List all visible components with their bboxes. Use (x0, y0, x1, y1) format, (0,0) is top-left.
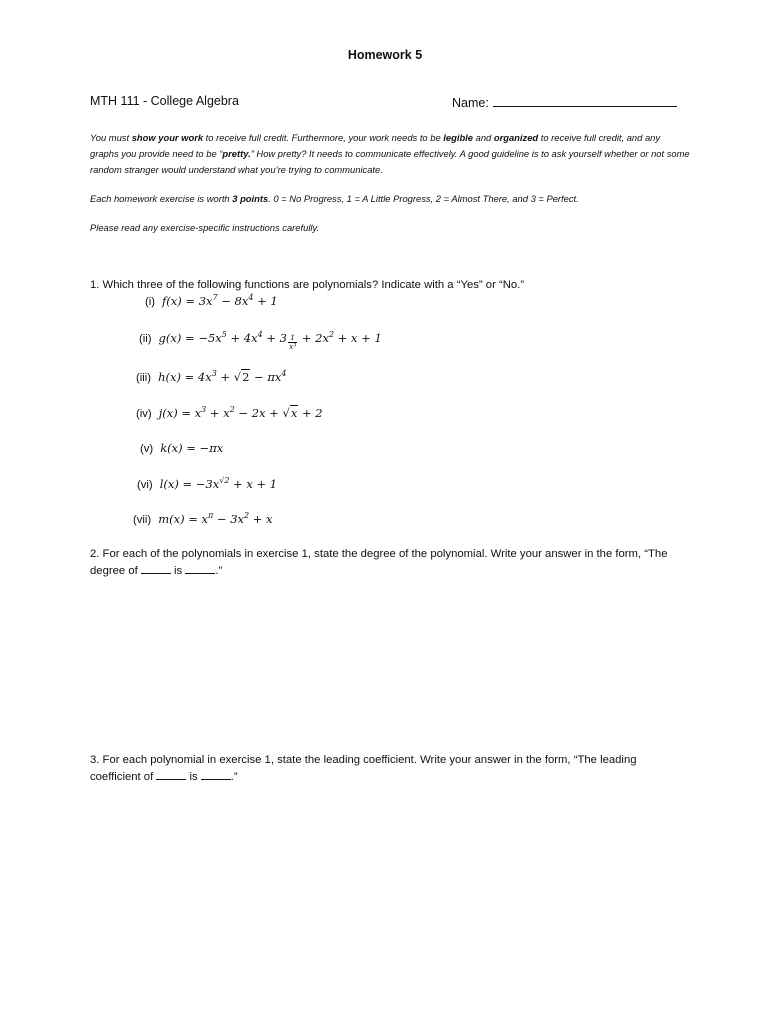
emphasis-3-points: 3 points (232, 193, 269, 204)
exercise-1-item-iv: (iv) $j(x) = x^3 + x^2 - 2x + √x + 2$ (136, 405, 323, 420)
answer-blank (185, 562, 215, 574)
emphasis-legible: legible (443, 132, 473, 143)
function-j: $j(x) = x^3 + x^2 - 2x + √x + 2$ (158, 405, 323, 420)
emphasis-organized: organized (493, 132, 539, 143)
exercise-1-item-vi: (vi) $l(x) = -3x^{√2} + x + 1$ (137, 476, 278, 491)
exercise-3-prompt: 3. For each polynomial in exercise 1, state the leading coefficient. Write your answer in the form, “The leading coefficient of is .” (90, 754, 637, 783)
answer-blank (141, 562, 171, 574)
name-field (452, 94, 677, 110)
exercise-1-item-v: (v) k(x) = −πx (140, 441, 224, 455)
exercise-1-item-ii: (ii) $g(x) = -5x^5 + 4x^4 + 3$ $\frac{1}{\text{x³}}$ + $2x^2 + x + 1$ (139, 330, 382, 351)
name-label: Name: (452, 96, 489, 110)
function-m: $m(x) = x^\pi - 3x^2 + x$ (158, 511, 273, 526)
function-k: k(x) = −πx (160, 441, 224, 455)
answer-blank (156, 768, 186, 780)
function-l: $l(x) = -3x^{√2} + x + 1$ (159, 476, 278, 491)
exercise-1-item-i: (i) $f(x) = 3x^7 - 8x^4 + 1$ (145, 293, 278, 308)
name-blank-line (493, 94, 677, 107)
emphasis-show-your-work: show your work (131, 132, 204, 143)
exercise-1-prompt: 1. Which three of the following functions are polynomials? Indicate with a “Yes” or “No.” (90, 279, 525, 291)
function-f: $f(x) = 3x^7 - 8x^4 + 1$ (162, 293, 278, 308)
exercise-1-item-vii: (vii) $m(x) = x^\pi - 3x^2 + x$ (133, 511, 273, 526)
page-title: Homework 5 (347, 48, 423, 62)
instructions-paragraph-3: Please read any exercise-specific instructions carefully. (90, 222, 320, 233)
instructions-paragraph-2: Each homework exercise is worth 3 points. 0 = No Progress, 1 = A Little Progress, 2 = Almost There, and 3 = Perfect. (90, 193, 579, 204)
course-name: MTH 111 - College Algebra (90, 94, 239, 108)
function-g: $g(x) = -5x^5 + 4x^4 + 3$ $\frac{1}{\text{x³}}$ + $2x^2 + x + 1$ (158, 330, 382, 351)
function-h: $h(x) = 4x^3 + √2 - \pi x^4$ (158, 369, 287, 384)
emphasis-pretty: pretty. (222, 148, 251, 159)
exercise-1-item-iii: (iii) $h(x) = 4x^3 + √2 - \pi x^4$ (136, 369, 287, 384)
answer-blank (201, 768, 231, 780)
instructions-paragraph-1: You must show your work to receive full credit. Furthermore, your work needs to be legible and organized to receive full credit, and any graphs you provide need to be “pretty.” How pretty? It needs to communicate effectively. A good guideline is to ask yourself whether or not some random stranger would understand what you’re trying to communicate. (90, 132, 690, 175)
instructions (90, 130, 690, 249)
exercise-2-prompt: 2. For each of the polynomials in exercise 1, state the degree of the polynomial. Write your answer in the form, “The degree of is .” (90, 548, 668, 577)
